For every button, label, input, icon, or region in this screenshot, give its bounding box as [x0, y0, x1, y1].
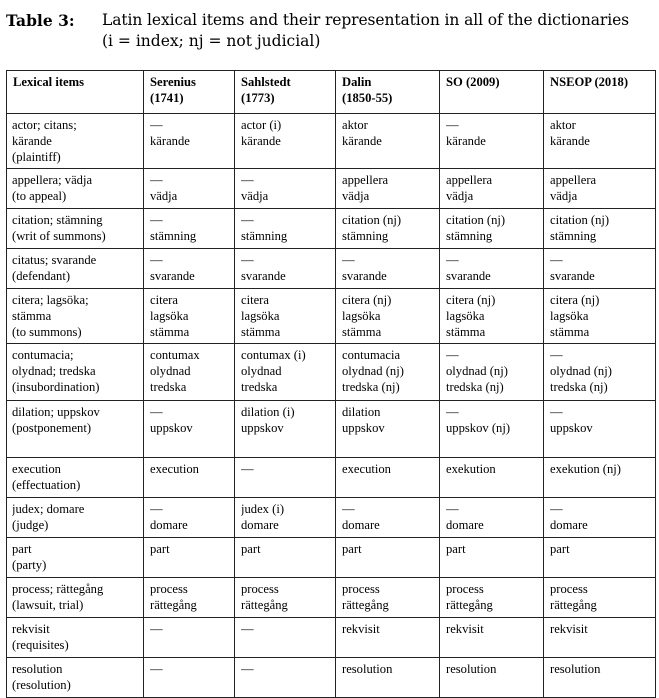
cell-line: rättegång [550, 598, 597, 612]
table-label: Table 3: [6, 11, 75, 30]
cell-line: (postponement) [12, 421, 92, 435]
table-title: Latin lexical items and their representation in all of the dictionaries [102, 11, 629, 29]
cell-serenius [144, 538, 235, 578]
cell-dalin [336, 169, 440, 209]
cell-line: (party) [12, 558, 47, 572]
table-row [7, 209, 656, 249]
header-nseop: NSEOP (2018) [544, 71, 656, 114]
cell-serenius [144, 401, 235, 458]
cell-line: — [550, 348, 563, 362]
cell-line: tredska (nj) [550, 380, 608, 394]
cell-lexical-item [7, 169, 144, 209]
cell-line: (plaintiff) [12, 150, 61, 164]
cell-serenius [144, 578, 235, 618]
cell-line: part [12, 542, 32, 556]
cell-line: lagsöka [446, 309, 485, 323]
cell-line: olydnad [241, 364, 282, 378]
cell-line: rekvisit [12, 622, 50, 636]
cell-so [440, 658, 544, 698]
table-subtitle: (i = index; nj = not judicial) [102, 32, 321, 50]
table-row [7, 344, 656, 401]
cell-line: (judge) [12, 518, 49, 532]
cell-line: — [241, 622, 254, 636]
table-row [7, 114, 656, 169]
cell-sahlstedt [235, 249, 336, 289]
cell-dalin [336, 289, 440, 344]
cell-line: — [446, 118, 459, 132]
cell-line: — [550, 405, 563, 419]
cell-dalin [336, 618, 440, 658]
cell-sahlstedt [235, 344, 336, 401]
table-row [7, 249, 656, 289]
cell-nseop [544, 578, 656, 618]
cell-line: dilation; uppskov [12, 405, 100, 419]
cell-sahlstedt [235, 209, 336, 249]
cell-line: appellera [446, 173, 493, 187]
cell-line: uppskov [150, 421, 193, 435]
cell-line: (to appeal) [12, 189, 67, 203]
lexical-items-table [6, 70, 656, 698]
cell-line: olydnad [150, 364, 191, 378]
cell-line: citation; stämning [12, 213, 103, 227]
cell-lexical-item [7, 249, 144, 289]
cell-lexical-item [7, 658, 144, 698]
cell-line: citera (nj) [446, 293, 496, 307]
cell-so [440, 169, 544, 209]
cell-lexical-item [7, 458, 144, 498]
header-serenius: Serenius (1741) [144, 71, 235, 114]
cell-line: stämma [150, 325, 190, 339]
cell-dalin [336, 538, 440, 578]
table-row [7, 169, 656, 209]
cell-nseop [544, 658, 656, 698]
cell-line: — [150, 502, 163, 516]
cell-line: — [150, 253, 163, 267]
cell-line: contumax (i) [241, 348, 306, 362]
cell-line: — [342, 502, 355, 516]
cell-line: — [150, 118, 163, 132]
cell-line: tredska (nj) [446, 380, 504, 394]
cell-so [440, 578, 544, 618]
cell-line: domare [241, 518, 279, 532]
cell-sahlstedt [235, 578, 336, 618]
table-row [7, 498, 656, 538]
cell-line: — [150, 173, 163, 187]
cell-line: — [241, 253, 254, 267]
cell-line: rättegång [342, 598, 389, 612]
cell-line: domare [550, 518, 588, 532]
cell-lexical-item [7, 538, 144, 578]
cell-serenius [144, 209, 235, 249]
cell-line: domare [150, 518, 188, 532]
table-row [7, 458, 656, 498]
table-row [7, 578, 656, 618]
cell-sahlstedt [235, 658, 336, 698]
cell-line: resolution [12, 662, 63, 676]
cell-line: — [550, 502, 563, 516]
cell-nseop [544, 618, 656, 658]
cell-nseop [544, 289, 656, 344]
cell-line: resolution [446, 662, 497, 676]
cell-line: (defendant) [12, 269, 71, 283]
cell-line: process [446, 582, 484, 596]
cell-line: stämning [550, 229, 597, 243]
table-row [7, 618, 656, 658]
cell-dalin [336, 209, 440, 249]
cell-line: part [342, 542, 362, 556]
cell-line: process [150, 582, 188, 596]
cell-serenius [144, 618, 235, 658]
cell-line: kärande [342, 134, 382, 148]
cell-line: resolution [550, 662, 601, 676]
cell-line: stämma [342, 325, 382, 339]
cell-lexical-item [7, 401, 144, 458]
cell-line: olydnad; tredska [12, 364, 96, 378]
cell-dalin [336, 498, 440, 538]
cell-nseop [544, 114, 656, 169]
cell-line: aktor [550, 118, 576, 132]
cell-line: citatus; svarande [12, 253, 97, 267]
cell-serenius [144, 344, 235, 401]
cell-lexical-item [7, 344, 144, 401]
cell-line: (requisites) [12, 638, 69, 652]
cell-line: — [241, 213, 254, 227]
cell-line: citation (nj) [550, 213, 610, 227]
cell-so [440, 458, 544, 498]
cell-line: citera [241, 293, 269, 307]
cell-line: kärande [446, 134, 486, 148]
cell-line: exekution [446, 462, 496, 476]
cell-line: kärande [550, 134, 590, 148]
cell-line: kärande [150, 134, 190, 148]
cell-line: uppskov [241, 421, 284, 435]
cell-line: — [446, 253, 459, 267]
cell-lexical-item [7, 289, 144, 344]
cell-line: — [446, 348, 459, 362]
cell-line: rättegång [446, 598, 493, 612]
cell-nseop [544, 498, 656, 538]
cell-line: stämma [550, 325, 590, 339]
cell-line: svarande [342, 269, 387, 283]
cell-line: judex (i) [241, 502, 285, 516]
cell-line: vädja [342, 189, 370, 203]
cell-dalin [336, 114, 440, 169]
cell-line: process [241, 582, 279, 596]
cell-line: citation (nj) [446, 213, 506, 227]
cell-line: vädja [446, 189, 474, 203]
cell-line: dilation (i) [241, 405, 295, 419]
cell-line: — [446, 405, 459, 419]
cell-sahlstedt [235, 618, 336, 658]
cell-line: (insubordination) [12, 380, 100, 394]
cell-nseop [544, 401, 656, 458]
cell-line: svarande [550, 269, 595, 283]
header-dalin: Dalin (1850-55) [336, 71, 440, 114]
cell-line: execution [150, 462, 199, 476]
cell-sahlstedt [235, 401, 336, 458]
cell-sahlstedt [235, 538, 336, 578]
cell-line: part [241, 542, 261, 556]
cell-lexical-item [7, 114, 144, 169]
cell-so [440, 401, 544, 458]
cell-line: resolution [342, 662, 393, 676]
cell-line: (lawsuit, trial) [12, 598, 84, 612]
cell-line: vädja [150, 189, 178, 203]
cell-line: actor (i) [241, 118, 282, 132]
cell-line: uppskov [550, 421, 593, 435]
cell-nseop [544, 344, 656, 401]
table-row [7, 401, 656, 458]
cell-so [440, 249, 544, 289]
cell-lexical-item [7, 498, 144, 538]
cell-dalin [336, 249, 440, 289]
cell-line: appellera; vädja [12, 173, 93, 187]
cell-line: citera (nj) [550, 293, 600, 307]
cell-dalin [336, 344, 440, 401]
cell-line: olydnad (nj) [550, 364, 612, 378]
cell-nseop [544, 538, 656, 578]
cell-so [440, 289, 544, 344]
cell-line: citation (nj) [342, 213, 402, 227]
cell-line: stämning [342, 229, 389, 243]
cell-line: svarande [446, 269, 491, 283]
cell-serenius [144, 658, 235, 698]
cell-line: vädja [241, 189, 269, 203]
cell-line: citera; lagsöka; [12, 293, 89, 307]
header-row [7, 71, 656, 114]
cell-line: lagsöka [150, 309, 189, 323]
cell-line: part [150, 542, 170, 556]
cell-line: appellera [342, 173, 389, 187]
cell-nseop [544, 169, 656, 209]
cell-line: domare [342, 518, 380, 532]
cell-line: stämning [446, 229, 493, 243]
cell-line: lagsöka [241, 309, 280, 323]
cell-line: part [550, 542, 570, 556]
cell-line: rekvisit [342, 622, 380, 636]
header-so: SO (2009) [440, 71, 544, 114]
table-row [7, 538, 656, 578]
table-row [7, 289, 656, 344]
cell-line: lagsöka [342, 309, 381, 323]
cell-line: process [550, 582, 588, 596]
cell-nseop [544, 209, 656, 249]
cell-line: — [446, 502, 459, 516]
cell-so [440, 209, 544, 249]
cell-line: olydnad (nj) [446, 364, 508, 378]
cell-line: (resolution) [12, 678, 71, 692]
cell-dalin [336, 578, 440, 618]
cell-line: execution [12, 462, 61, 476]
cell-line: svarande [150, 269, 195, 283]
cell-line: domare [446, 518, 484, 532]
cell-line: — [150, 213, 163, 227]
cell-line: contumacia [342, 348, 401, 362]
cell-sahlstedt [235, 169, 336, 209]
cell-sahlstedt [235, 458, 336, 498]
cell-line: actor; citans; [12, 118, 77, 132]
cell-line: kärande [241, 134, 281, 148]
cell-line: contumax [150, 348, 200, 362]
cell-so [440, 344, 544, 401]
cell-line: lagsöka [550, 309, 589, 323]
cell-line: stämma [241, 325, 281, 339]
cell-line: vädja [550, 189, 578, 203]
cell-line: contumacia; [12, 348, 74, 362]
cell-line: tredska (nj) [342, 380, 400, 394]
cell-line: stämma [446, 325, 486, 339]
cell-line: — [150, 622, 163, 636]
cell-line: execution [342, 462, 391, 476]
cell-line: olydnad (nj) [342, 364, 404, 378]
cell-serenius [144, 498, 235, 538]
cell-line: citera (nj) [342, 293, 392, 307]
cell-line: — [342, 253, 355, 267]
cell-so [440, 498, 544, 538]
cell-dalin [336, 401, 440, 458]
table-row [7, 658, 656, 698]
cell-so [440, 114, 544, 169]
cell-serenius [144, 114, 235, 169]
header-sahlstedt: Sahlstedt (1773) [235, 71, 336, 114]
cell-line: — [241, 462, 254, 476]
cell-line: stämning [150, 229, 197, 243]
cell-line: — [241, 662, 254, 676]
cell-line: tredska [241, 380, 278, 394]
cell-dalin [336, 658, 440, 698]
cell-line: process [342, 582, 380, 596]
cell-line: process; rättegång [12, 582, 104, 596]
cell-line: — [241, 173, 254, 187]
cell-line: (to summons) [12, 325, 82, 339]
cell-line: (effectuation) [12, 478, 81, 492]
cell-line: stämma [12, 309, 52, 323]
cell-line: exekution (nj) [550, 462, 621, 476]
cell-serenius [144, 458, 235, 498]
cell-nseop [544, 458, 656, 498]
cell-line: part [446, 542, 466, 556]
cell-line: — [550, 253, 563, 267]
cell-line: aktor [342, 118, 368, 132]
cell-serenius [144, 249, 235, 289]
cell-line: — [150, 405, 163, 419]
cell-line: svarande [241, 269, 286, 283]
cell-nseop [544, 249, 656, 289]
cell-line: rättegång [150, 598, 197, 612]
cell-sahlstedt [235, 289, 336, 344]
cell-line: rättegång [241, 598, 288, 612]
cell-line: — [150, 662, 163, 676]
cell-line: rekvisit [550, 622, 588, 636]
cell-dalin [336, 458, 440, 498]
cell-serenius [144, 169, 235, 209]
cell-line: judex; domare [12, 502, 85, 516]
cell-line: stämning [241, 229, 288, 243]
cell-line: dilation [342, 405, 381, 419]
cell-line: appellera [550, 173, 597, 187]
cell-lexical-item [7, 578, 144, 618]
cell-line: uppskov [342, 421, 385, 435]
cell-lexical-item [7, 209, 144, 249]
cell-line: citera [150, 293, 178, 307]
cell-so [440, 618, 544, 658]
cell-sahlstedt [235, 498, 336, 538]
header-lexical-items: Lexical items [7, 71, 144, 114]
cell-lexical-item [7, 618, 144, 658]
cell-line: rekvisit [446, 622, 484, 636]
cell-sahlstedt [235, 114, 336, 169]
cell-line: (writ of summons) [12, 229, 106, 243]
cell-serenius [144, 289, 235, 344]
cell-line: kärande [12, 134, 52, 148]
cell-so [440, 538, 544, 578]
cell-line: tredska [150, 380, 187, 394]
cell-line: uppskov (nj) [446, 421, 511, 435]
